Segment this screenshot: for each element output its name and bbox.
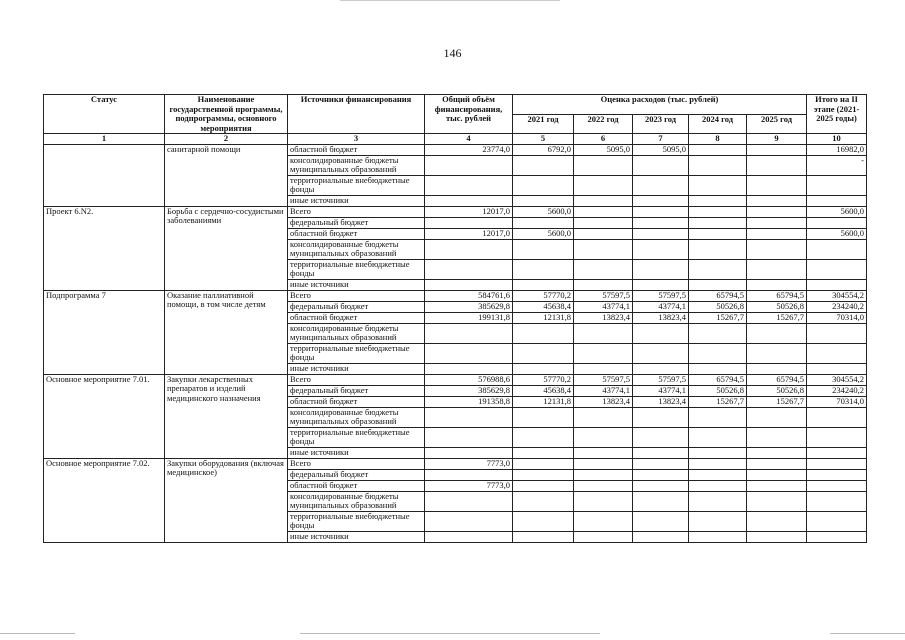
- cell-2023: [633, 343, 689, 363]
- cell-stage-total: -: [807, 155, 867, 175]
- cell-total: 23774,0: [425, 144, 513, 155]
- cell-2022: [574, 195, 633, 206]
- cell-2025: [747, 427, 807, 447]
- cell-2022: 5095,0: [574, 144, 633, 155]
- cell-2025: [747, 195, 807, 206]
- table-row: [44, 290, 867, 301]
- cell-2022: [574, 239, 633, 259]
- row-program-name: Борьба с сердечно-сосудистыми заболеваниями: [165, 206, 288, 290]
- cell-2023: [633, 511, 689, 531]
- page-number: 146: [443, 46, 462, 60]
- cell-2021: 6792,0: [513, 144, 574, 155]
- cell-2024: [689, 259, 747, 279]
- header-total-volume: Общий объём финансирования, тыс. рублей: [425, 95, 513, 134]
- cell-2025: [747, 458, 807, 469]
- cell-stage-total: [807, 363, 867, 374]
- cell-stage-total: [807, 458, 867, 469]
- cell-2025: [747, 323, 807, 343]
- cell-2021: 45638,4: [513, 385, 574, 396]
- cell-stage-total: 5600,0: [807, 228, 867, 239]
- cell-2025: [747, 175, 807, 195]
- row-program-name: Закупки оборудования (включая медицинское): [165, 458, 288, 542]
- table-body: [44, 144, 867, 542]
- cell-2025: 15267,7: [747, 396, 807, 407]
- cell-2024: [689, 155, 747, 175]
- cell-2022: 43774,1: [574, 385, 633, 396]
- cell-2025: [747, 491, 807, 511]
- header-year: 2023 год: [633, 114, 689, 134]
- cell-stage-total: [807, 491, 867, 511]
- cell-2024: [689, 480, 747, 491]
- cell-2023: [633, 279, 689, 290]
- cell-2024: [689, 447, 747, 458]
- column-number: 7: [633, 134, 689, 145]
- cell-2022: [574, 228, 633, 239]
- cell-2021: [513, 217, 574, 228]
- cell-total: 12017,0: [425, 228, 513, 239]
- header-year: 2022 год: [574, 114, 633, 134]
- column-number: 10: [807, 134, 867, 145]
- row-funding-source: Всего: [288, 458, 425, 469]
- cell-2023: 13823,4: [633, 312, 689, 323]
- column-number: 2: [165, 134, 288, 145]
- cell-2021: [513, 279, 574, 290]
- table-row: [44, 374, 867, 385]
- row-funding-source: областной бюджет: [288, 480, 425, 491]
- cell-total: 7773,0: [425, 480, 513, 491]
- cell-2021: [513, 531, 574, 542]
- cell-2025: [747, 259, 807, 279]
- row-program-name: Закупки лекарственных препаратов и изделий медицинского назначения: [165, 374, 288, 458]
- cell-2025: [747, 279, 807, 290]
- column-number: 6: [574, 134, 633, 145]
- header-status: Статус: [44, 95, 165, 134]
- cell-total: [425, 407, 513, 427]
- cell-total: [425, 217, 513, 228]
- cell-2024: 50526,8: [689, 385, 747, 396]
- cell-2023: 13823,4: [633, 396, 689, 407]
- cell-total: [425, 279, 513, 290]
- row-funding-source: областной бюджет: [288, 396, 425, 407]
- cell-2021: [513, 447, 574, 458]
- column-number: 4: [425, 134, 513, 145]
- cell-2024: [689, 239, 747, 259]
- column-number: 5: [513, 134, 574, 145]
- header-program-name: Наименование государственной программы, подпрограммы, основного мероприятия: [165, 95, 288, 134]
- cell-2021: [513, 363, 574, 374]
- row-funding-source: иные источники: [288, 195, 425, 206]
- cell-2024: [689, 279, 747, 290]
- cell-stage-total: [807, 239, 867, 259]
- row-funding-source: территориальные внебюджетные фонды: [288, 175, 425, 195]
- row-funding-source: консолидированные бюджеты муниципальных образований: [288, 407, 425, 427]
- cell-2024: [689, 427, 747, 447]
- scan-top-edge: [340, 0, 560, 1]
- cell-2024: [689, 469, 747, 480]
- row-funding-source: областной бюджет: [288, 228, 425, 239]
- cell-2021: [513, 469, 574, 480]
- cell-2023: [633, 175, 689, 195]
- cell-2023: 57597,5: [633, 374, 689, 385]
- cell-2022: [574, 480, 633, 491]
- cell-2024: [689, 511, 747, 531]
- cell-2024: [689, 206, 747, 217]
- cell-2022: [574, 175, 633, 195]
- table-row: [44, 206, 867, 217]
- row-funding-source: Всего: [288, 290, 425, 301]
- cell-2021: 57770,2: [513, 290, 574, 301]
- table-row: [44, 458, 867, 469]
- row-funding-source: Всего: [288, 206, 425, 217]
- row-funding-source: консолидированные бюджеты муниципальных образований: [288, 239, 425, 259]
- cell-total: 7773,0: [425, 458, 513, 469]
- cell-2025: [747, 363, 807, 374]
- header-funding-sources: Источники финансирования: [288, 95, 425, 134]
- cell-total: 576988,6: [425, 374, 513, 385]
- cell-stage-total: 16982,0: [807, 144, 867, 155]
- cell-2021: 12131,8: [513, 396, 574, 407]
- row-funding-source: консолидированные бюджеты муниципальных образований: [288, 323, 425, 343]
- cell-2023: [633, 259, 689, 279]
- cell-2021: [513, 511, 574, 531]
- row-status: Основное мероприятие 7.02.: [44, 458, 165, 542]
- cell-2022: [574, 458, 633, 469]
- cell-2021: [513, 155, 574, 175]
- cell-stage-total: [807, 217, 867, 228]
- cell-2025: [747, 531, 807, 542]
- cell-2024: [689, 217, 747, 228]
- row-program-name: Оказание паллиативной помощи, в том числе детям: [165, 290, 288, 374]
- cell-stage-total: [807, 195, 867, 206]
- cell-stage-total: [807, 511, 867, 531]
- column-number: 1: [44, 134, 165, 145]
- cell-2024: [689, 531, 747, 542]
- cell-2023: [633, 323, 689, 343]
- cell-2024: 65794,5: [689, 290, 747, 301]
- cell-total: [425, 323, 513, 343]
- cell-2021: 12131,8: [513, 312, 574, 323]
- cell-total: [425, 259, 513, 279]
- cell-total: [425, 175, 513, 195]
- cell-2025: 65794,5: [747, 374, 807, 385]
- cell-total: [425, 447, 513, 458]
- row-program-name: санитарной помощи: [165, 144, 288, 206]
- cell-2022: [574, 511, 633, 531]
- cell-2023: [633, 155, 689, 175]
- cell-2021: [513, 480, 574, 491]
- cell-2024: [689, 458, 747, 469]
- cell-stage-total: [807, 175, 867, 195]
- column-number-row: [44, 134, 867, 145]
- cell-2023: [633, 363, 689, 374]
- cell-2025: [747, 144, 807, 155]
- row-funding-source: территориальные внебюджетные фонды: [288, 427, 425, 447]
- cell-total: [425, 491, 513, 511]
- cell-total: [425, 363, 513, 374]
- row-funding-source: иные источники: [288, 531, 425, 542]
- cell-2022: [574, 155, 633, 175]
- cell-2023: [633, 407, 689, 427]
- column-number: 3: [288, 134, 425, 145]
- cell-2022: [574, 447, 633, 458]
- cell-2021: [513, 491, 574, 511]
- cell-2023: 57597,5: [633, 290, 689, 301]
- cell-total: 199131,8: [425, 312, 513, 323]
- cell-2025: [747, 228, 807, 239]
- cell-stage-total: 70314,0: [807, 312, 867, 323]
- cell-2025: [747, 343, 807, 363]
- cell-stage-total: 234240,2: [807, 385, 867, 396]
- cell-stage-total: 234240,2: [807, 301, 867, 312]
- cell-2025: [747, 239, 807, 259]
- cell-stage-total: [807, 407, 867, 427]
- header-expense-estimate: Оценка расходов (тыс. рублей): [513, 95, 807, 115]
- cell-2022: 57597,5: [574, 290, 633, 301]
- cell-total: [425, 427, 513, 447]
- cell-stage-total: [807, 480, 867, 491]
- cell-2023: [633, 206, 689, 217]
- cell-2023: [633, 228, 689, 239]
- cell-2025: 50526,8: [747, 301, 807, 312]
- row-status: [44, 144, 165, 206]
- cell-2022: [574, 531, 633, 542]
- cell-stage-total: [807, 427, 867, 447]
- row-funding-source: иные источники: [288, 447, 425, 458]
- cell-2023: 43774,1: [633, 301, 689, 312]
- row-funding-source: иные источники: [288, 363, 425, 374]
- cell-2024: [689, 343, 747, 363]
- row-funding-source: иные источники: [288, 279, 425, 290]
- row-funding-source: консолидированные бюджеты муниципальных образований: [288, 155, 425, 175]
- header-total-stage: Итого на II этапе (2021-2025 годы): [807, 95, 867, 134]
- row-funding-source: федеральный бюджет: [288, 469, 425, 480]
- cell-2025: 15267,7: [747, 312, 807, 323]
- cell-2022: [574, 323, 633, 343]
- row-funding-source: федеральный бюджет: [288, 301, 425, 312]
- cell-total: [425, 511, 513, 531]
- budget-table: [43, 94, 867, 543]
- cell-stage-total: [807, 531, 867, 542]
- cell-2025: [747, 469, 807, 480]
- cell-2021: [513, 458, 574, 469]
- cell-2024: 65794,5: [689, 374, 747, 385]
- cell-2021: [513, 175, 574, 195]
- cell-2023: [633, 427, 689, 447]
- cell-2021: 5600,0: [513, 228, 574, 239]
- row-funding-source: федеральный бюджет: [288, 217, 425, 228]
- cell-2022: [574, 279, 633, 290]
- cell-2022: [574, 407, 633, 427]
- row-status: Проект 6.N2.: [44, 206, 165, 290]
- row-funding-source: областной бюджет: [288, 312, 425, 323]
- cell-total: [425, 531, 513, 542]
- cell-stage-total: [807, 259, 867, 279]
- row-funding-source: Всего: [288, 374, 425, 385]
- cell-2024: [689, 363, 747, 374]
- cell-2023: [633, 195, 689, 206]
- cell-2024: 50526,8: [689, 301, 747, 312]
- cell-total: 191358,8: [425, 396, 513, 407]
- cell-2024: [689, 175, 747, 195]
- table-row: [44, 144, 867, 155]
- cell-2025: [747, 511, 807, 531]
- row-status: Подпрограмма 7: [44, 290, 165, 374]
- cell-2021: [513, 407, 574, 427]
- cell-2022: [574, 217, 633, 228]
- cell-total: 385629,8: [425, 385, 513, 396]
- cell-2022: [574, 363, 633, 374]
- cell-2024: [689, 407, 747, 427]
- cell-total: [425, 343, 513, 363]
- cell-total: [425, 195, 513, 206]
- cell-2024: [689, 144, 747, 155]
- cell-2023: 5095,0: [633, 144, 689, 155]
- cell-2024: [689, 228, 747, 239]
- header-row: [44, 95, 867, 115]
- cell-2021: [513, 259, 574, 279]
- cell-2022: 57597,5: [574, 374, 633, 385]
- cell-2021: 45638,4: [513, 301, 574, 312]
- cell-2025: 50526,8: [747, 385, 807, 396]
- cell-2025: [747, 447, 807, 458]
- cell-stage-total: 5600,0: [807, 206, 867, 217]
- cell-2022: [574, 206, 633, 217]
- cell-stage-total: [807, 323, 867, 343]
- cell-2022: 13823,4: [574, 396, 633, 407]
- cell-2021: [513, 427, 574, 447]
- cell-2023: [633, 469, 689, 480]
- cell-stage-total: 70314,0: [807, 396, 867, 407]
- cell-2022: [574, 343, 633, 363]
- cell-2024: 15267,7: [689, 396, 747, 407]
- row-funding-source: территориальные внебюджетные фонды: [288, 259, 425, 279]
- cell-2023: [633, 447, 689, 458]
- cell-2023: [633, 217, 689, 228]
- cell-2025: [747, 407, 807, 427]
- cell-2024: 15267,7: [689, 312, 747, 323]
- cell-2025: [747, 206, 807, 217]
- cell-2024: [689, 195, 747, 206]
- cell-2023: [633, 239, 689, 259]
- cell-2023: 43774,1: [633, 385, 689, 396]
- cell-2025: [747, 217, 807, 228]
- cell-2025: [747, 480, 807, 491]
- cell-2023: [633, 531, 689, 542]
- cell-total: 385629,8: [425, 301, 513, 312]
- cell-2021: [513, 239, 574, 259]
- cell-2021: [513, 195, 574, 206]
- cell-2022: [574, 427, 633, 447]
- column-number: 9: [747, 134, 807, 145]
- cell-2021: [513, 343, 574, 363]
- column-number: 8: [689, 134, 747, 145]
- cell-stage-total: [807, 469, 867, 480]
- cell-total: 12017,0: [425, 206, 513, 217]
- cell-2021: 5600,0: [513, 206, 574, 217]
- cell-total: [425, 155, 513, 175]
- cell-2021: [513, 323, 574, 343]
- cell-stage-total: 304554,2: [807, 374, 867, 385]
- header-year: 2021 год: [513, 114, 574, 134]
- row-status: Основное мероприятие 7.01.: [44, 374, 165, 458]
- cell-2022: 13823,4: [574, 312, 633, 323]
- cell-total: 584761,6: [425, 290, 513, 301]
- cell-2023: [633, 491, 689, 511]
- cell-2025: 65794,5: [747, 290, 807, 301]
- cell-2023: [633, 458, 689, 469]
- cell-2022: [574, 259, 633, 279]
- row-funding-source: территориальные внебюджетные фонды: [288, 511, 425, 531]
- row-funding-source: территориальные внебюджетные фонды: [288, 343, 425, 363]
- cell-stage-total: 304554,2: [807, 290, 867, 301]
- cell-2021: 57770,2: [513, 374, 574, 385]
- header-year: 2024 год: [689, 114, 747, 134]
- cell-2022: [574, 469, 633, 480]
- row-funding-source: федеральный бюджет: [288, 385, 425, 396]
- row-funding-source: областной бюджет: [288, 144, 425, 155]
- cell-stage-total: [807, 447, 867, 458]
- header-year: 2025 год: [747, 114, 807, 134]
- cell-2025: [747, 155, 807, 175]
- cell-2023: [633, 480, 689, 491]
- cell-2024: [689, 491, 747, 511]
- cell-total: [425, 239, 513, 259]
- cell-stage-total: [807, 343, 867, 363]
- row-funding-source: консолидированные бюджеты муниципальных образований: [288, 491, 425, 511]
- cell-stage-total: [807, 279, 867, 290]
- cell-2022: 43774,1: [574, 301, 633, 312]
- cell-total: [425, 469, 513, 480]
- cell-2024: [689, 323, 747, 343]
- cell-2022: [574, 491, 633, 511]
